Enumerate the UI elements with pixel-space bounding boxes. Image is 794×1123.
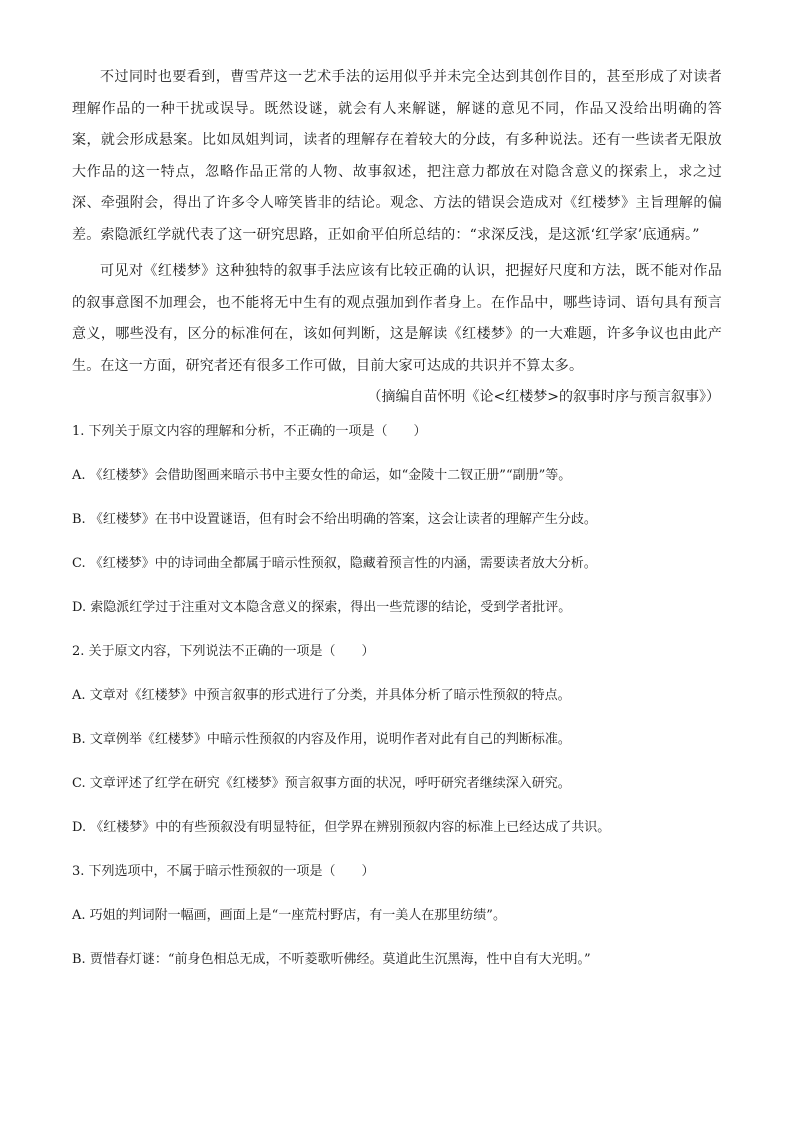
question-2 <box>72 641 722 861</box>
passage <box>72 62 722 414</box>
passage-source: （摘编自苗怀明《论<红楼梦>的叙事时序与预言叙事》） <box>367 389 720 405</box>
question-stem: 3. 下列选项中，不属于暗示性预叙的一项是（ ） <box>72 863 375 879</box>
option-a: A. 文章对《红楼梦》中预言叙事的形式进行了分类，并具体分析了暗示性预叙的特点。 <box>72 687 571 703</box>
questions <box>72 421 722 971</box>
passage-paragraph: 可见对《红楼梦》这种独特的叙事手法应该有比较正确的认识，把握好尺度和方法，既不能对作品的叙事意图不加理会，也不能将无中生有的观点强加到作者身上。在作品中，哪些诗词、语句具有预言意义，哪些没有，区分的标准何在，该如何判断，这是解读《红楼梦》的一大难题，许多争议也由此产生。在这一方面，研究者还有很多工作可做，目前大家可达成的共识并不算太多。 <box>72 263 722 374</box>
question-3 <box>72 861 722 971</box>
option-b: B. 贾惜春灯谜：“前身色相总无成，不听菱歌听佛经。莫道此生沉黑海，性中自有大光明。” <box>72 951 591 967</box>
option-a: A. 巧姐的判词附一幅画，画面上是“一座荒村野店，有一美人在那里纺绩”。 <box>72 907 506 923</box>
passage-paragraph: 不过同时也要看到，曹雪芹这一艺术手法的运用似乎并未完全达到其创作目的，甚至形成了对读者理解作品的一种干扰或误导。既然设谜，就会有人来解谜，解谜的意见不同，作品又没给出明确的答案，就会形成悬案。比如凤姐判词，读者的理解存在着较大的分歧，有多种说法。还有一些读者无限放大作品的这一特点，忽略作品正常的人物、故事叙述，把注意力都放在对隐含意义的探索上，求之过深、牵强附会，得出了许多令人啼笑皆非的结论。观念、方法的错误会造成对《红楼梦》主旨理解的偏差。索隐派红学就代表了这一研究思路，正如俞平伯所总结的：“求深反浅，是这派‘红学家’底通病。” <box>72 69 722 243</box>
option-c: C. 《红楼梦》中的诗词曲全都属于暗示性预叙，隐藏着预言性的内涵，需要读者放大分析。 <box>72 555 597 571</box>
option-b: B. 《红楼梦》在书中设置谜语，但有时会不给出明确的答案，这会让读者的理解产生分歧。 <box>72 511 597 527</box>
option-d: D. 索隐派红学过于注重对文本隐含意义的探索，得出一些荒谬的结论，受到学者批评。 <box>72 599 572 615</box>
option-a: A. 《红楼梦》会借助图画来暗示书中主要女性的命运，如“金陵十二钗正册”“副册”等。 <box>72 467 572 483</box>
question-1 <box>72 421 722 641</box>
option-c: C. 文章评述了红学在研究《红楼梦》预言叙事方面的状况，呼吁研究者继续深入研究。 <box>72 775 571 791</box>
option-b: B. 文章例举《红楼梦》中暗示性预叙的内容及作用，说明作者对此有自己的判断标准。 <box>72 731 571 747</box>
question-stem: 2. 关于原文内容，下列说法不正确的一项是（ ） <box>72 643 375 659</box>
document-page <box>72 62 722 971</box>
option-d: D. 《红楼梦》中的有些预叙没有明显特征，但学界在辨别预叙内容的标准上已经达成了共识。 <box>72 819 611 835</box>
question-stem: 1. 下列关于原文内容的理解和分析，不正确的一项是（ ） <box>72 423 427 439</box>
